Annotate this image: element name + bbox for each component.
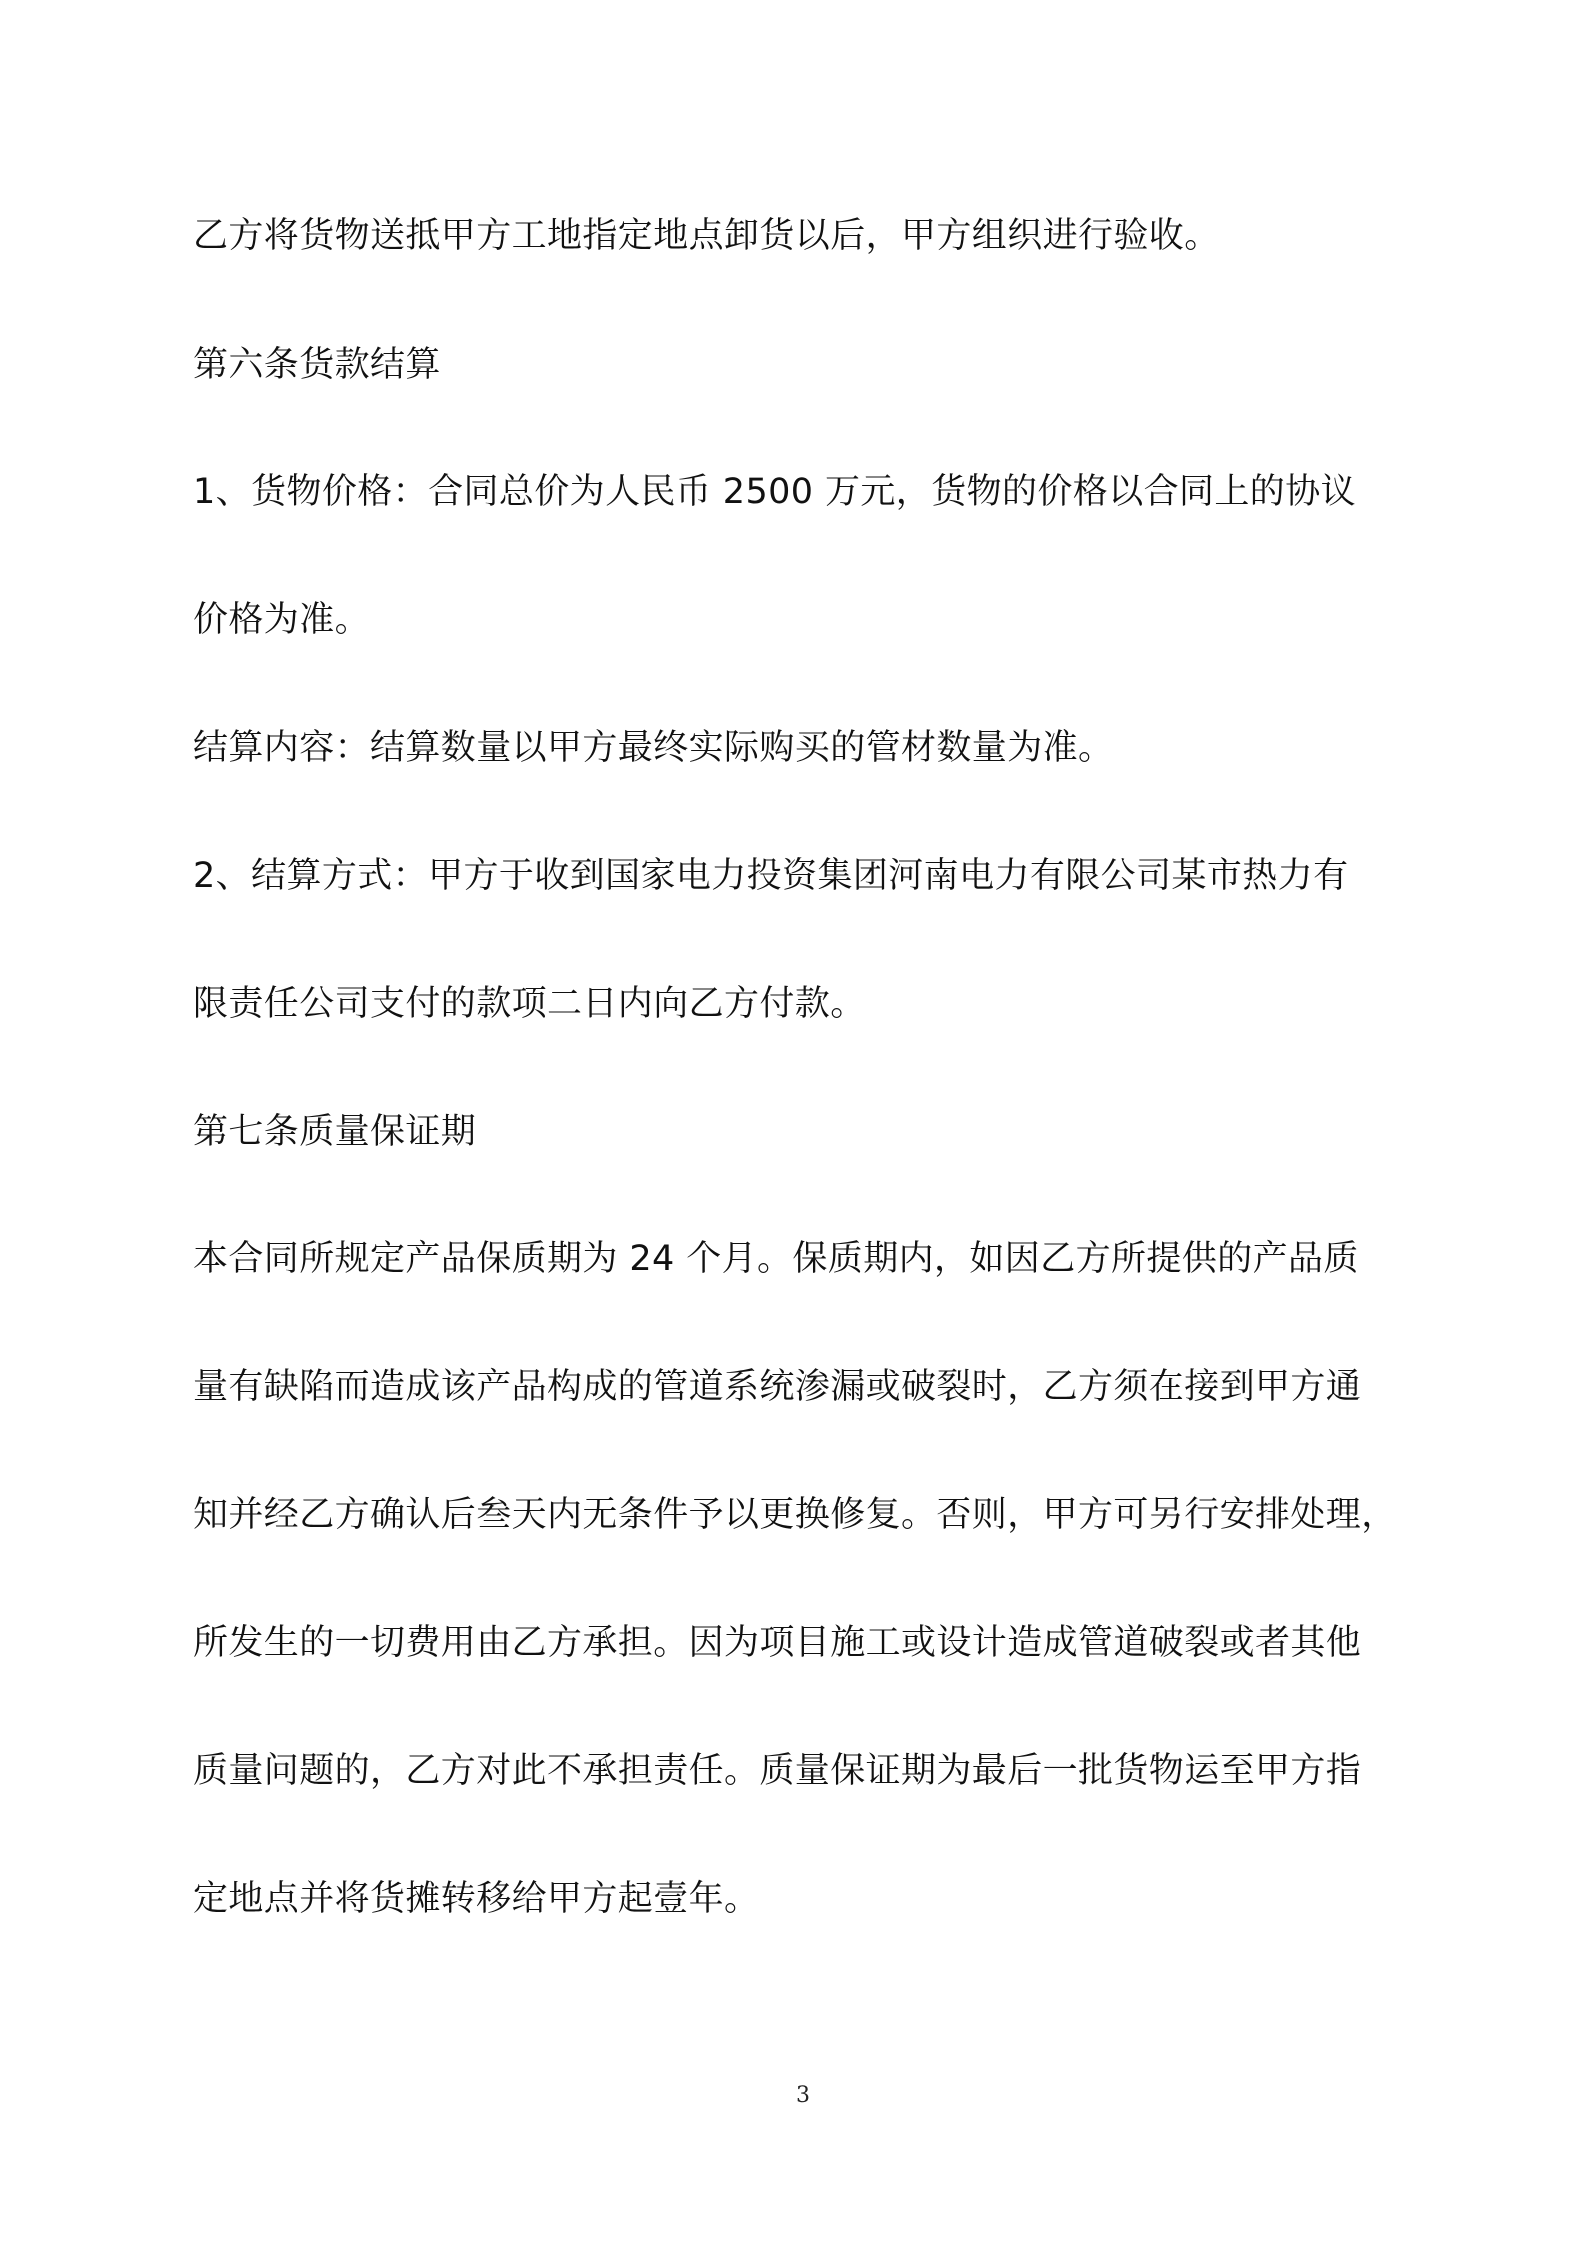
heading-article-7: 第七条质量保证期 <box>193 1112 477 1152</box>
clause-settlement-method-line-2: 限责任公司支付的款项二日内向乙方付款。 <box>193 984 866 1024</box>
warranty-paragraph-line-3: 知并经乙方确认后叁天内无条件予以更换修复。否则，甲方可另行安排处理， <box>193 1495 1397 1535</box>
paragraph-acceptance: 乙方将货物送抵甲方工地指定地点卸货以后，甲方组织进行验收。 <box>193 216 1220 256</box>
warranty-paragraph-line-5: 质量问题的，乙方对此不承担责任。质量保证期为最后一批货物运至甲方指 <box>193 1751 1362 1791</box>
warranty-paragraph-line-1: 本合同所规定产品保质期为 24 个月。保质期内，如因乙方所提供的产品质 <box>193 1239 1359 1279</box>
clause-price-line-1: 1、货物价格：合同总价为人民币 2500 万元，货物的价格以合同上的协议 <box>193 472 1356 512</box>
warranty-paragraph-line-6: 定地点并将货摊转移给甲方起壹年。 <box>193 1879 760 1919</box>
warranty-paragraph-line-2: 量有缺陷而造成该产品构成的管道系统渗漏或破裂时，乙方须在接到甲方通 <box>193 1367 1362 1407</box>
page-number: 3 <box>796 2083 810 2108</box>
clause-price-line-2: 价格为准。 <box>193 600 371 640</box>
clause-settlement-content: 结算内容：结算数量以甲方最终实际购买的管材数量为准。 <box>193 728 1114 768</box>
clause-settlement-method-line-1: 2、结算方式：甲方于收到国家电力投资集团河南电力有限公司某市热力有 <box>193 856 1349 896</box>
warranty-paragraph-line-4: 所发生的一切费用由乙方承担。因为项目施工或设计造成管道破裂或者其他 <box>193 1623 1362 1663</box>
heading-article-6: 第六条货款结算 <box>193 345 441 385</box>
